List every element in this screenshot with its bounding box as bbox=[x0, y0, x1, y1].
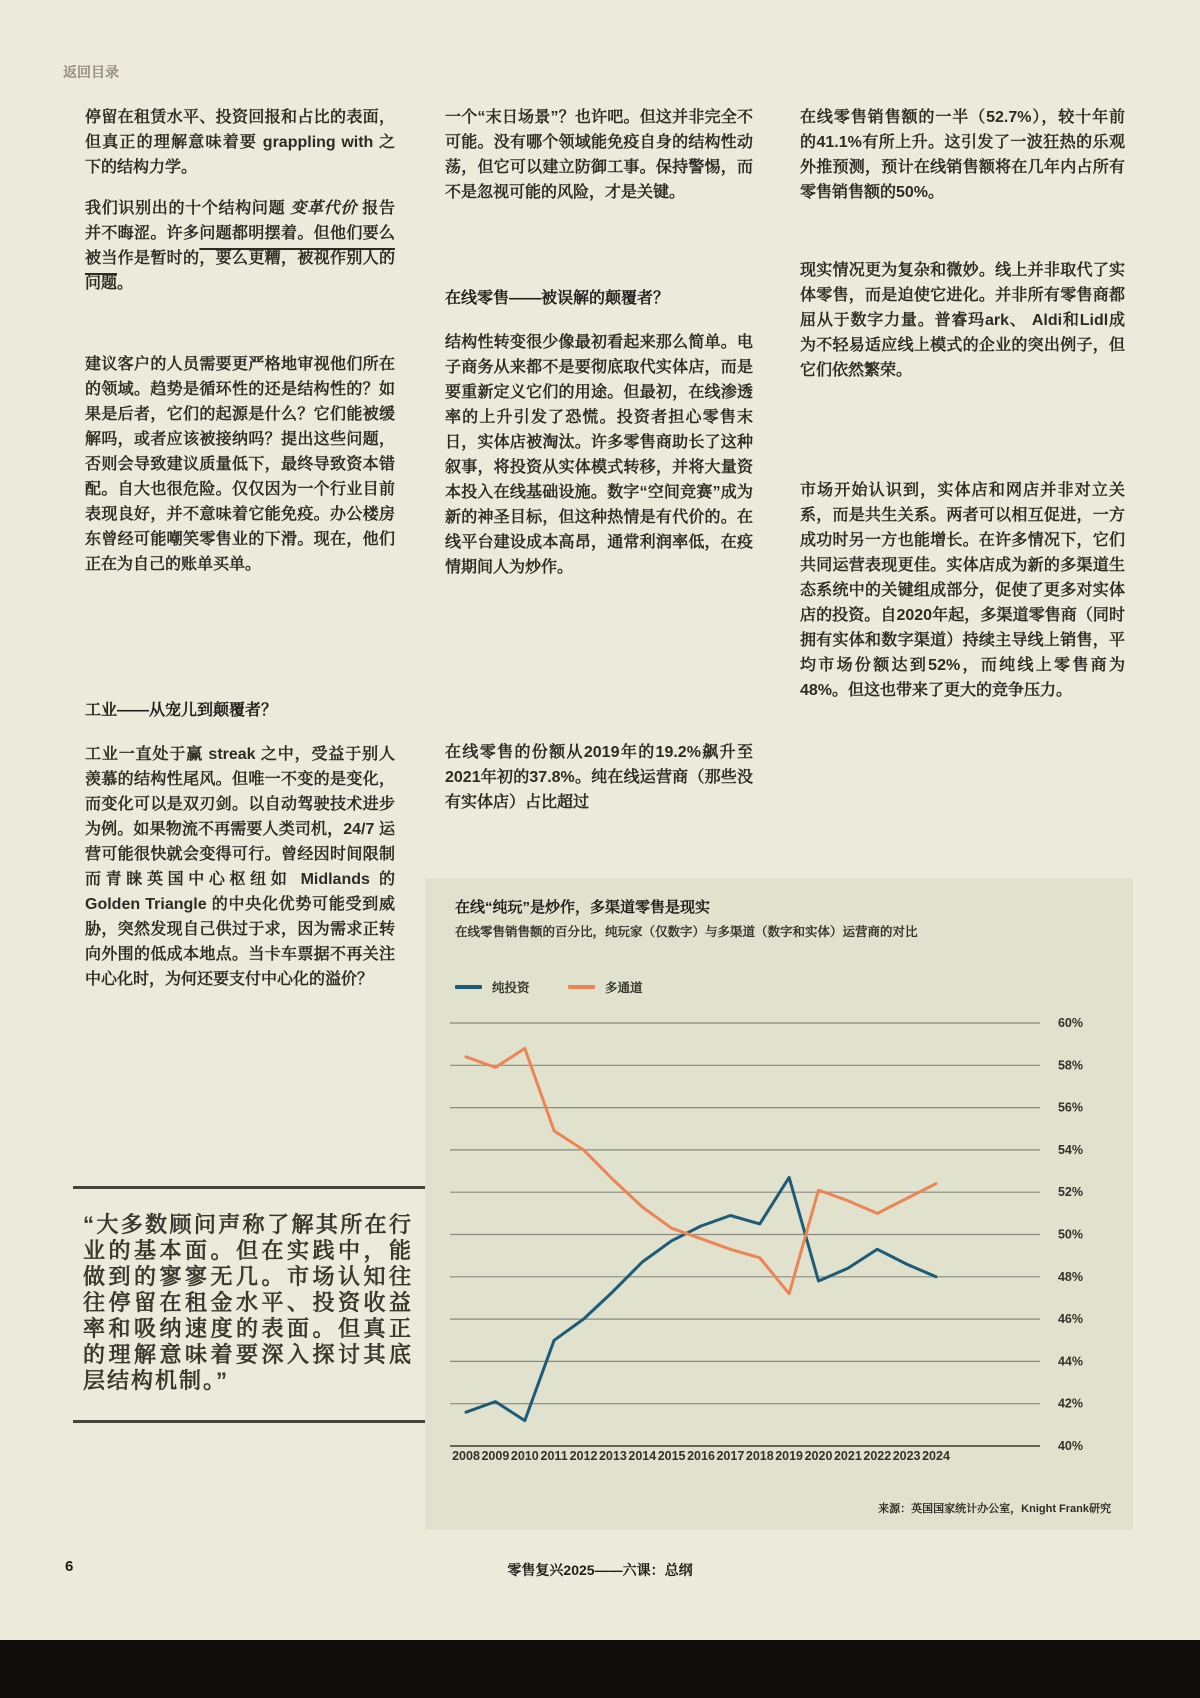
section-heading-online-retail: 在线零售——被误解的颠覆者？ bbox=[445, 290, 670, 307]
svg-text:2021: 2021 bbox=[833, 1449, 862, 1463]
svg-text:2011: 2011 bbox=[540, 1449, 568, 1463]
chart-title: 在线“纯玩”是炒作，多渠道零售是现实 bbox=[455, 899, 711, 916]
col2-paragraph-1: 一个“末日场景”？也许吧。但这并非完全不可能。没有哪个领域能免疫自身的结构性动荡，但它可以建立防御工事。保持警惕，而不是忽视可能的风险，才是关键。 bbox=[445, 109, 753, 201]
footer-bar bbox=[0, 1640, 1200, 1698]
col1-paragraph-4: 工业一直处于赢 streak 之中，受益于别人羡慕的结构性尾风。但唯一不变的是变化，而变化可以是双刃剑。以自动驾驶技术进步为例。如果物流不再需要人类司机，24/7 运营可能很快就会变得可行。曾经因时间限制而青睐英国中心枢纽如 Midlands 的 Golden Triangle 的中央化优势可能受到威胁，突然发现自己供过于求，因为需求正转向外围的低成本地点。当卡车票据不再关注中心化时，为何还要支付中心化的溢价？ bbox=[85, 746, 395, 988]
svg-text:2022: 2022 bbox=[863, 1449, 892, 1463]
col1-paragraph-1: 停留在租赁水平、投资回报和占比的表面，但真正的理解意味着要 grappling with 之下的结构力学。 bbox=[85, 109, 395, 176]
col3-paragraph-1: 在线零售销售额的一半（52.7%），较十年前的41.1%有所上升。这引发了一波狂热的乐观外推预测，预计在线销售额将在几年内占所有零售销售额的50%。 bbox=[800, 109, 1125, 201]
svg-text:56%: 56% bbox=[1057, 1100, 1083, 1115]
svg-text:2017: 2017 bbox=[716, 1449, 745, 1463]
svg-text:54%: 54% bbox=[1057, 1142, 1083, 1157]
legend-label-pureplay: 纯投资 bbox=[492, 981, 530, 995]
pullquote-top-divider bbox=[73, 1186, 428, 1189]
svg-text:2012: 2012 bbox=[569, 1449, 598, 1463]
svg-text:2014: 2014 bbox=[628, 1449, 657, 1463]
svg-text:2010: 2010 bbox=[510, 1449, 539, 1463]
svg-text:40%: 40% bbox=[1057, 1439, 1083, 1453]
svg-text:2018: 2018 bbox=[745, 1449, 774, 1463]
col1-p2-pre: 我们识别出的十个结构问题 bbox=[85, 200, 291, 217]
svg-text:2024: 2024 bbox=[922, 1449, 950, 1463]
svg-text:2016: 2016 bbox=[687, 1449, 715, 1463]
pullquote-bottom-divider bbox=[73, 1420, 428, 1423]
svg-text:52%: 52% bbox=[1057, 1185, 1083, 1200]
svg-text:2008: 2008 bbox=[452, 1449, 480, 1463]
svg-text:50%: 50% bbox=[1057, 1227, 1083, 1242]
pull-quote: “大多数顾问声称了解其所在行业的基本面。但在实践中，能做到的寥寥无几。市场认知往往停留在租金水平、投资收益率和吸纳速度的表面。但真正的理解意味着要深入探讨其底层结构机制。” bbox=[83, 1212, 413, 1393]
col1-paragraph-3: 建议客户的人员需要更严格地审视他们所在的领域。趋势是循环性的还是结构性的？如果是后者，它们的起源是什么？它们能被缓解吗，或者应该被接纳吗？提出这些问题，否则会导致建议质量低下，最终导致资本错配。自大也很危险。仅仅因为一个行业目前表现良好，并不意味着它能免疫。办公楼房东曾经可能嘲笑零售业的下滑。现在，他们正在为自己的账单买单。 bbox=[85, 356, 395, 573]
svg-text:58%: 58% bbox=[1057, 1058, 1083, 1073]
chart-subtitle: 在线零售销售额的百分比，纯玩家（仅数字）与多渠道（数字和实体）运营商的对比 bbox=[455, 925, 918, 939]
svg-text:2023: 2023 bbox=[892, 1449, 921, 1463]
col3-paragraph-3: 市场开始认识到，实体店和网店并非对立关系，而是共生关系。两者可以相互促进，一方成功时另一方也能增长。在许多情况下，它们共同运营表现更佳。实体店成为新的多渠道生态系统中的关键组成部分，促使了更多对实体店的投资。自2020年起，多渠道零售商（同时拥有实体和数字渠道）持续主导线上销售，平均市场份额达到52%，而纯线上零售商为48%。但这也带来了更大的竞争压力。 bbox=[800, 482, 1125, 699]
svg-text:2009: 2009 bbox=[481, 1449, 510, 1463]
footer-title: 零售复兴2025——六课：总纲 bbox=[507, 1562, 693, 1578]
back-to-contents-link[interactable]: 返回目录 bbox=[63, 64, 119, 80]
col1-p2-end: 。 bbox=[117, 275, 134, 292]
col2-paragraph-2: 结构性转变很少像最初看起来那么简单。电子商务从来都不是要彻底取代实体店，而是要重新定义它们的用途。但最初，在线渗透率的上升引发了恐慌。投资者担心零售末日，实体店被淘汰。许多零售商助长了这种叙事，将投资从实体模式转移，并将大量资本投入在线基础设施。数字“空间竞赛”成为新的神圣目标，但这种热情是有代价的。在线平台建设成本高昂，通常利润率低，在疫情期间人为炒作。 bbox=[445, 334, 753, 576]
svg-text:2015: 2015 bbox=[657, 1449, 686, 1463]
report-name-italic: 变革代价 bbox=[290, 200, 358, 217]
col1-p2-mid: 报告并不晦涩。许多问题都明摆着。但他们要么被当作是暂时的 bbox=[85, 200, 395, 267]
svg-text:2020: 2020 bbox=[804, 1449, 833, 1463]
page-number: 6 bbox=[65, 1558, 74, 1575]
legend-label-multichannel: 多通道 bbox=[605, 981, 643, 995]
svg-text:2013: 2013 bbox=[598, 1449, 627, 1463]
svg-text:44%: 44% bbox=[1057, 1354, 1083, 1369]
svg-text:48%: 48% bbox=[1057, 1269, 1083, 1284]
chart-source: 来源：英国国家统计办公室，Knight Frank研究 bbox=[878, 1503, 1111, 1515]
section-heading-industrial: 工业——从宠儿到颠覆者？ bbox=[85, 702, 278, 719]
col3-paragraph-2: 现实情况更为复杂和微妙。线上并非取代了实体零售，而是迫使它进化。并非所有零售商都屈从于数字力量。普睿玛ark、 Aldi和Lidl成为不轻易适应线上模式的企业的突出例子，但它们依然繁荣。 bbox=[800, 262, 1125, 379]
chart-plot bbox=[425, 878, 1133, 1478]
svg-text:42%: 42% bbox=[1057, 1396, 1083, 1411]
svg-text:2019: 2019 bbox=[775, 1449, 804, 1463]
svg-text:46%: 46% bbox=[1057, 1312, 1083, 1327]
col1-paragraph-2 bbox=[85, 196, 395, 296]
col1-p2-overline-text: ，要么更糟，被视作别人的问题 bbox=[85, 250, 395, 292]
svg-text:60%: 60% bbox=[1057, 1016, 1083, 1030]
col2-paragraph-3: 在线零售的份额从2019年的19.2%飙升至2021年初的37.8%。纯在线运营商（那些没有实体店）占比超过 bbox=[445, 744, 753, 811]
chart-panel bbox=[425, 878, 1133, 1530]
